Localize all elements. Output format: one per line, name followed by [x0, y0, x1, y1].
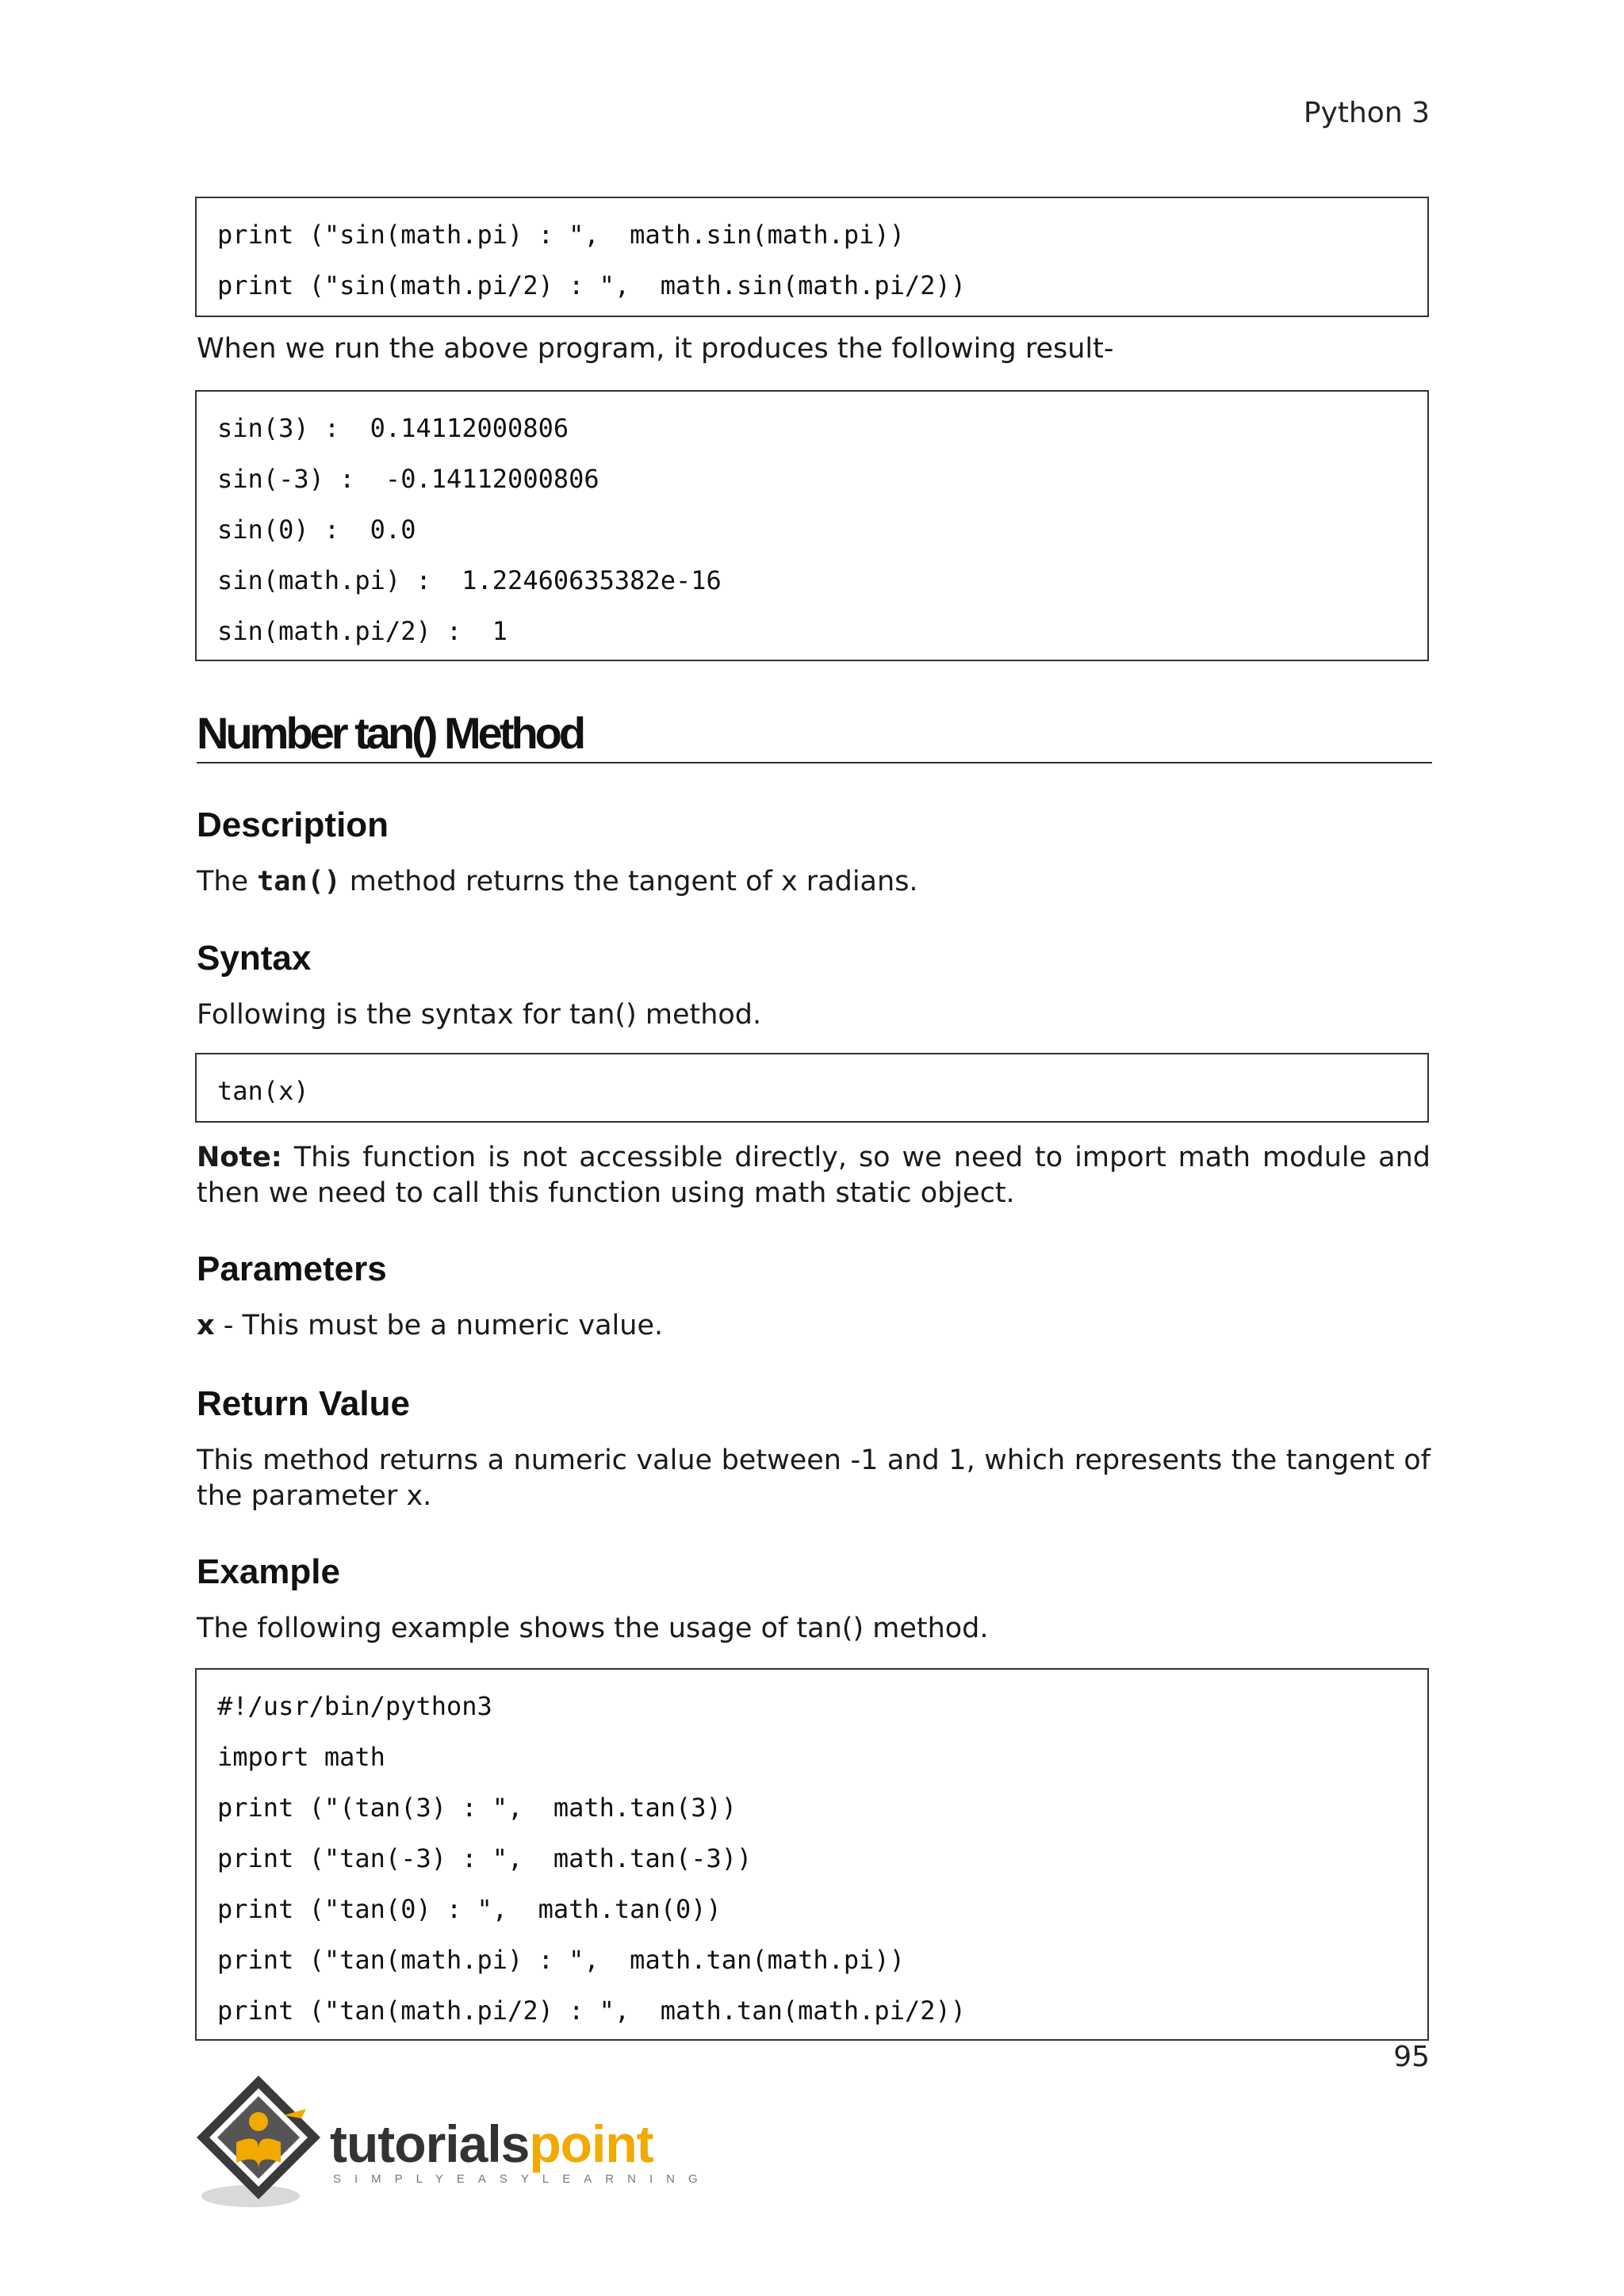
code-line: tan(x)	[217, 1076, 309, 1106]
syntax-text: Following is the syntax for tan() method.	[197, 999, 762, 1031]
code-line: print ("tan(math.pi) : ", math.tan(math.pi))	[217, 1945, 905, 1975]
syntax-code-block	[195, 1053, 1429, 1123]
example-code-block	[195, 1668, 1429, 2041]
parameter-description: - This must be a numeric value.	[214, 1310, 664, 1341]
example-text: The following example shows the usage of tan() method.	[197, 1613, 989, 1644]
output-line: sin(-3) : -0.14112000806	[217, 464, 599, 494]
code-line: print ("(tan(3) : ", math.tan(3))	[217, 1793, 737, 1823]
return-value-text: This method returns a numeric value between -1 and 1, which represents the tangent of the parameter x.	[197, 1445, 1431, 1512]
logo-word-tutorials: tutorials	[330, 2114, 530, 2173]
code-block-sin	[195, 197, 1429, 317]
description-heading: Description	[197, 806, 389, 844]
output-line: sin(0) : 0.0	[217, 515, 416, 545]
parameters-heading: Parameters	[197, 1249, 387, 1288]
output-line: sin(math.pi) : 1.22460635382e-16	[217, 565, 722, 595]
note-label: Note:	[197, 1142, 282, 1173]
example-heading: Example	[197, 1552, 340, 1591]
code-line: print ("tan(-3) : ", math.tan(-3))	[217, 1843, 753, 1873]
method-name: tan()	[257, 866, 341, 897]
code-line: print ("tan(math.pi/2) : ", math.tan(math.pi/2))	[217, 1996, 967, 2026]
description-prefix: The	[197, 866, 258, 897]
logo-word-point: point	[529, 2114, 653, 2173]
page-header-label: Python 3	[1303, 97, 1430, 129]
logo-emblem-icon	[195, 2069, 330, 2212]
result-intro-text: When we run the above program, it produces the following result-	[197, 333, 1114, 365]
section-title: Number tan() Method	[197, 707, 1432, 763]
code-line: print ("sin(math.pi) : ", math.sin(math.pi))	[217, 220, 905, 250]
description-suffix: method returns the tangent of x radians.	[340, 866, 918, 897]
code-line: print ("sin(math.pi/2) : ", math.sin(math.pi/2))	[217, 270, 967, 300]
parameter-name: x	[197, 1310, 215, 1341]
page-number: 95	[1393, 2041, 1430, 2073]
code-line: print ("tan(0) : ", math.tan(0))	[217, 1894, 722, 1924]
output-line: sin(math.pi/2) : 1	[217, 616, 508, 646]
note-text	[197, 1140, 1431, 1211]
logo-tagline: SIMPLYEASYLEARNING	[333, 2172, 711, 2186]
code-line: import math	[217, 1742, 385, 1772]
description-text	[197, 864, 1431, 900]
syntax-heading: Syntax	[197, 939, 312, 978]
output-line: sin(3) : 0.14112000806	[217, 413, 569, 443]
logo-wordmark	[330, 2114, 653, 2174]
code-line: #!/usr/bin/python3	[217, 1691, 492, 1721]
result-output-block	[195, 390, 1429, 661]
note-body: This function is not accessible directly, so we need to import math module and then we need to call this function using math static object.	[197, 1142, 1431, 1209]
tutorialspoint-logo	[195, 2069, 711, 2212]
return-value-heading: Return Value	[197, 1384, 410, 1423]
parameters-text	[197, 1308, 1431, 1344]
